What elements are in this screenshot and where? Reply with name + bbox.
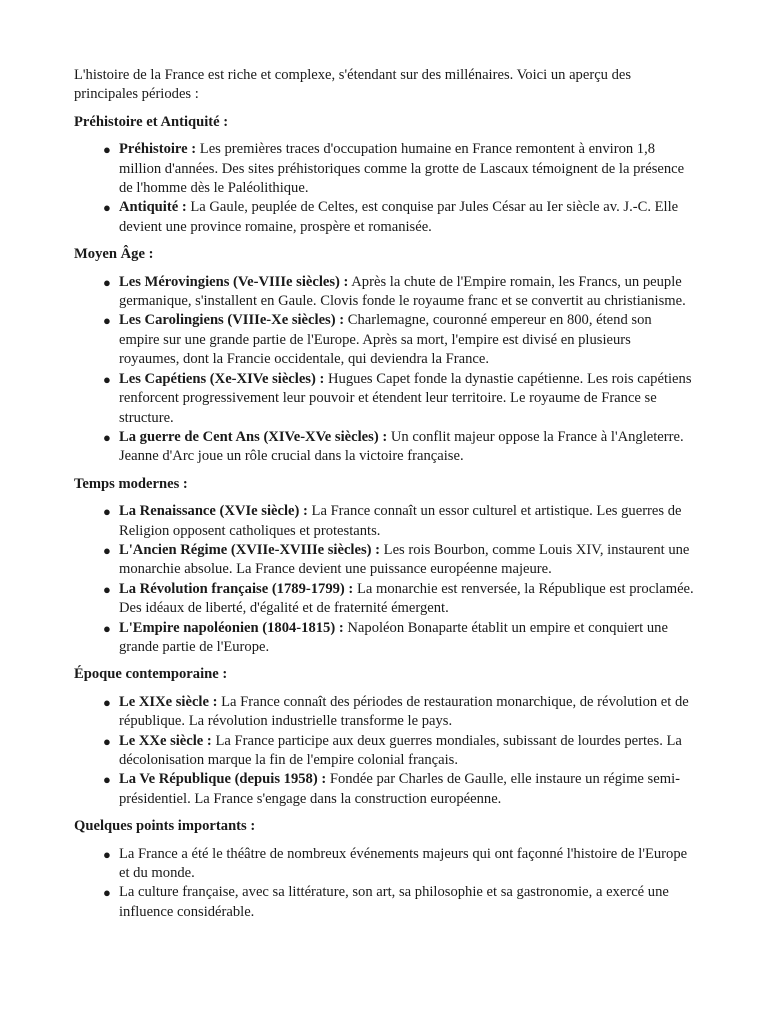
bullet-icon: ● xyxy=(103,885,111,901)
bullet-icon: ● xyxy=(103,429,111,445)
bullet-icon: ● xyxy=(103,846,111,862)
bullet-icon: ● xyxy=(103,200,111,216)
bullet-icon: ● xyxy=(103,504,111,520)
list-item xyxy=(103,428,694,467)
bullet-icon: ● xyxy=(103,733,111,749)
item-text: Charlemagne, couronné empereur en 800, étend son empire sur une grande partie de l'Europe. Après sa mort, l'empire est divisé en plusieurs royaumes, dont la Francie occidentale, qui deviendra la France. xyxy=(119,312,652,368)
list-item xyxy=(103,370,694,428)
item-text: Les premières traces d'occupation humaine en France remontent à environ 1,8 million d'années. Des sites préhistoriques comme la grotte de Lascaux témoignent de la présence de l'homme dès le Paléolithique. xyxy=(119,141,685,197)
item-text: La France connaît un essor culturel et artistique. Les guerres de Religion opposent catholiques et protestants. xyxy=(119,503,682,539)
list-item xyxy=(103,198,694,237)
item-term: Les Mérovingiens (Ve-VIIIe siècles) : xyxy=(119,273,349,290)
list-item xyxy=(103,619,694,658)
list-item xyxy=(103,580,694,619)
item-term: La Révolution française (1789-1799) : xyxy=(119,580,354,597)
item-text: La France connaît des périodes de restauration monarchique, de révolution et de république. La révolution industrielle transforme le pays. xyxy=(119,693,689,730)
item-text: La Gaule, peuplée de Celtes, est conquise par Jules César au Ier siècle av. J.-C. Elle devient une province romaine, prospère et romanisée. xyxy=(119,199,679,235)
list-item xyxy=(103,732,694,771)
list-item xyxy=(103,273,694,312)
item-text: Hugues Capet fonde la dynastie capétienne. Les rois capétiens renforcent progressivement leur pouvoir et étendent leur territoire. Le royaume de France se structure. xyxy=(119,370,692,426)
bullet-icon: ● xyxy=(103,313,111,329)
bullet-icon: ● xyxy=(103,620,111,636)
item-text: La monarchie est renversée, la République est proclamée. Des idéaux de liberté, d'égalité et de fraternité émergent. xyxy=(119,580,694,617)
list-item xyxy=(103,845,694,884)
list-item xyxy=(103,541,694,580)
item-term: Antiquité : xyxy=(119,199,187,216)
section-heading-prehistoire: Préhistoire et Antiquité : xyxy=(74,113,229,130)
list-item xyxy=(103,502,694,541)
item-term: Les Carolingiens (VIIIe-Xe siècles) : xyxy=(119,312,345,329)
item-term: Préhistoire : xyxy=(119,141,197,158)
section-heading-epoque-contemporaine: Époque contemporaine : xyxy=(74,666,228,683)
item-term: Le XIXe siècle : xyxy=(119,693,218,710)
bullet-icon: ● xyxy=(103,694,111,710)
item-term: L'Empire napoléonien (1804-1815) : xyxy=(119,619,344,636)
item-text: Après la chute de l'Empire romain, les Francs, un peuple germanique, s'installent en Gaule. Clovis fonde le royaume franc et se convertit au christianisme. xyxy=(119,273,686,310)
item-text: La France a été le théâtre de nombreux événements majeurs qui ont façonné l'histoire de l'Europe et du monde. xyxy=(119,845,688,882)
item-text: Napoléon Bonaparte établit un empire et conquiert une grande partie de l'Europe. xyxy=(119,619,668,655)
section-list-temps-modernes xyxy=(74,502,694,657)
section-heading-moyen-age: Moyen Âge : xyxy=(74,246,154,263)
item-term: La Ve République (depuis 1958) : xyxy=(119,771,327,788)
item-text: La France participe aux deux guerres mondiales, subissant de lourdes pertes. La décolonisation marque la fin de l'empire colonial français. xyxy=(119,732,682,768)
list-item xyxy=(103,693,694,732)
section-heading-temps-modernes: Temps modernes : xyxy=(74,475,188,492)
bullet-icon: ● xyxy=(103,581,111,597)
section-list-points-importants xyxy=(74,845,694,923)
intro-paragraph: L'histoire de la France est riche et complexe, s'étendant sur des millénaires. Voici un aperçu des principales périodes : xyxy=(74,67,632,103)
item-term: L'Ancien Régime (XVIIe-XVIIIe siècles) : xyxy=(119,541,381,558)
section-list-prehistoire xyxy=(74,140,694,237)
item-text: La culture française, avec sa littérature, son art, sa philosophie et sa gastronomie, a exercé une influence considérable. xyxy=(119,884,669,920)
section-list-moyen-age xyxy=(74,273,694,467)
item-text: Un conflit majeur oppose la France à l'Angleterre. Jeanne d'Arc joue un rôle crucial dans la victoire française. xyxy=(119,428,684,465)
list-item xyxy=(103,140,694,198)
bullet-icon: ● xyxy=(103,371,111,387)
item-term: Les Capétiens (Xe-XIVe siècles) : xyxy=(119,370,325,387)
document-page xyxy=(74,66,694,930)
bullet-icon: ● xyxy=(103,542,111,558)
item-term: La Renaissance (XVIe siècle) : xyxy=(119,503,308,520)
bullet-icon: ● xyxy=(103,274,111,290)
section-heading-points-importants: Quelques points importants : xyxy=(74,818,256,835)
item-text: Les rois Bourbon, comme Louis XIV, instaurent une monarchie absolue. La France devient une puissance européenne majeure. xyxy=(119,541,690,578)
list-item xyxy=(103,311,694,369)
section-list-epoque-contemporaine xyxy=(74,693,694,809)
bullet-icon: ● xyxy=(103,772,111,788)
item-term: La guerre de Cent Ans (XIVe-XVe siècles) : xyxy=(119,428,388,445)
list-item xyxy=(103,883,694,922)
item-term: Le XXe siècle : xyxy=(119,732,212,749)
list-item xyxy=(103,770,694,809)
bullet-icon: ● xyxy=(103,142,111,158)
item-text: Fondée par Charles de Gaulle, elle instaure un régime semi-présidentiel. La France s'engage dans la construction européenne. xyxy=(119,771,680,807)
